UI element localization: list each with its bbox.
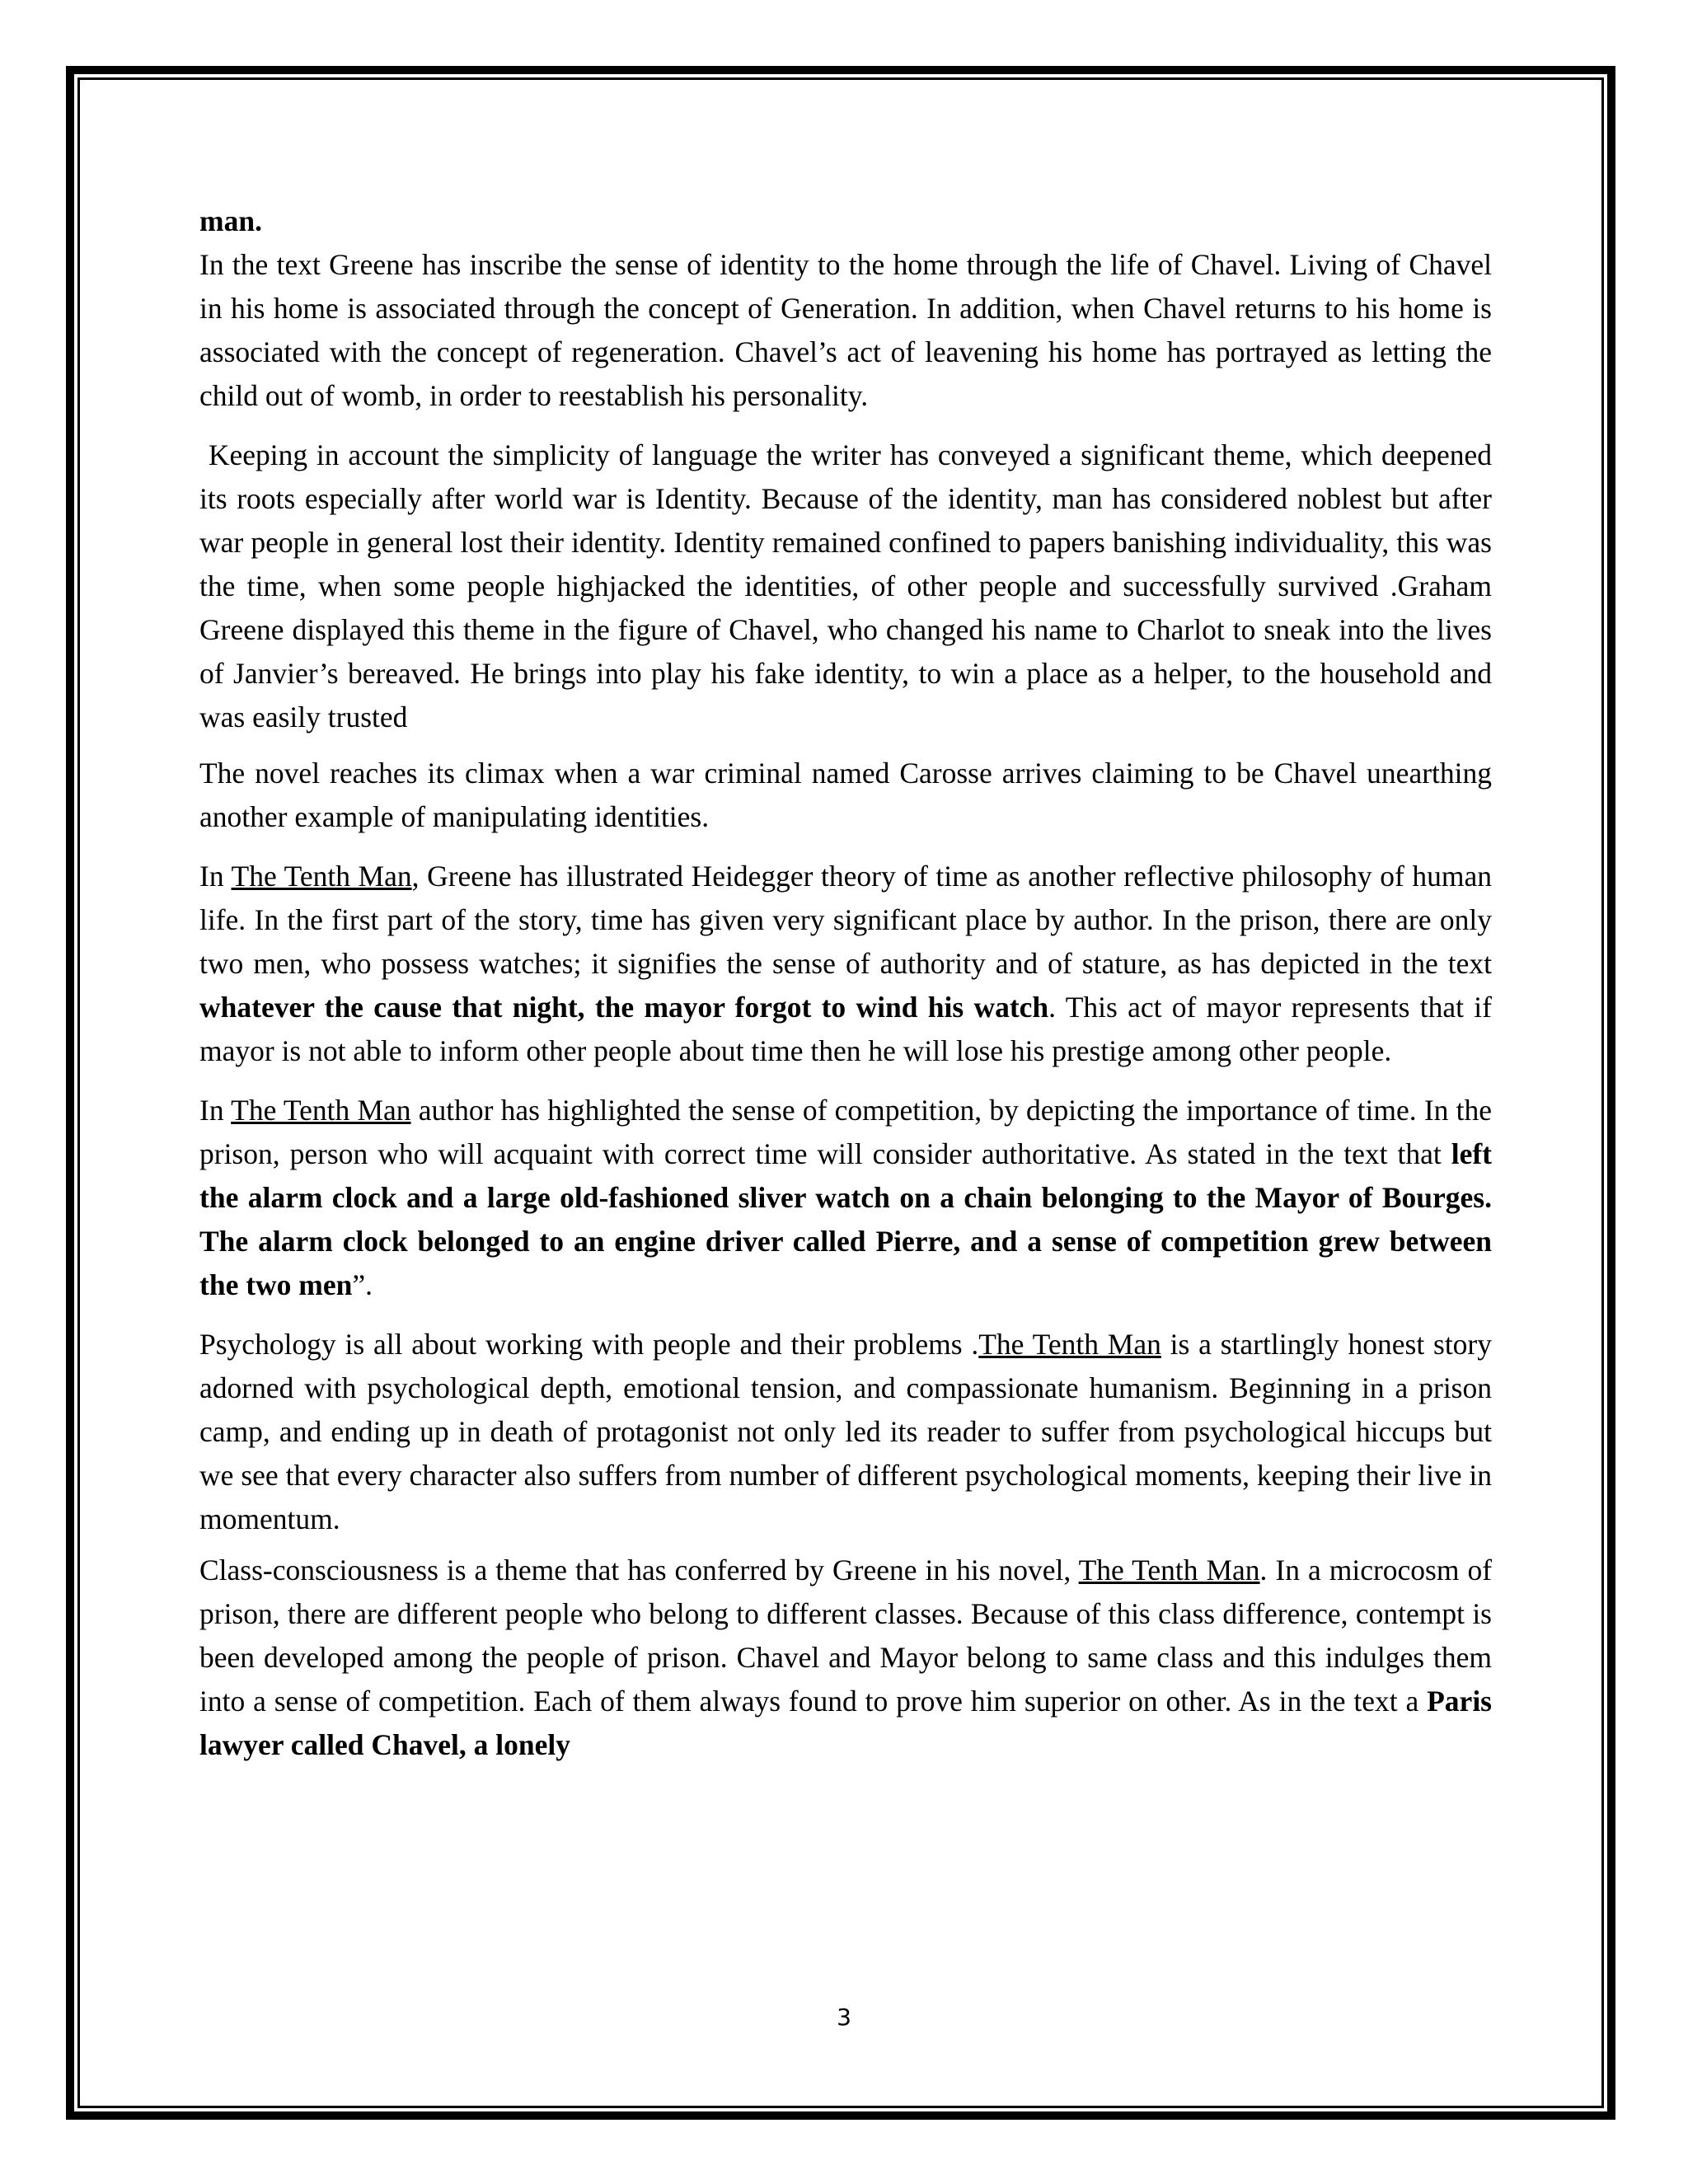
text-segment: . In a microcosm of prison, there are different people who belong to different classes. Because of this class difference, contempt is been developed among the people of prison. Chavel and Mayor belong to same class and this indulges them into a sense of competition. Each of them always found to prove him superior on other. As in the text a [199, 1554, 1493, 1718]
paragraph-competition [199, 1089, 1492, 1307]
text-segment: is a startlingly honest story adorned with psychological depth, emotional tension, and compassionate humanism. Beginning in a prison camp, and ending up in death of protagonist not only led its reader to suffer from psychological hiccups but we see that every character also suffers from number of different psychological moments, keeping their live in momentum. [199, 1328, 1493, 1535]
paragraph-class-consciousness [199, 1549, 1492, 1767]
novel-title: The Tenth Man [231, 1094, 411, 1127]
text-segment: , Greene has illustrated Heidegger theory of time as another reflective philosophy of human life. In the first part of the story, time has given very significant place by author. In the prison, there are only two men, who possess watches; it signifies the sense of authority and of stature, as has depicted in the text [199, 860, 1492, 980]
page-number: 3 [837, 2004, 851, 2031]
text-segment: . This act of mayor represents that if mayor is not able to inform other people about time then he will lose his prestige among other people. [199, 991, 1492, 1067]
text-segment: In [199, 1094, 232, 1127]
paragraph-time-theory [199, 855, 1492, 1073]
paragraph-psychology [199, 1323, 1492, 1541]
paragraph-climax: The novel reaches its climax when a war criminal named Carosse arrives claiming to be Chavel unearthing another example of manipulating identities. [199, 757, 1492, 833]
quoted-text: left the alarm clock and a large old-fashioned sliver watch on a chain belonging to the Mayor of Bourges. The alarm clock belonged to an engine driver called Pierre, and a sense of competition grew between the two men [199, 1137, 1492, 1301]
document-body [199, 199, 1499, 1783]
text-segment: Psychology is all about working with people and their problems . [199, 1328, 979, 1361]
quoted-text: Paris lawyer called Chavel, a lonely [199, 1685, 1492, 1761]
paragraph-identity-theme: Keeping in account the simplicity of language the writer has conveyed a significant theme, which deepened its roots especially after world war is Identity. Because of the identity, man has considered noblest but after war people in general lost their identity. Identity remained confined to papers banishing individuality, this was the time, when some people highjacked the identities, of other people and successfully survived .Graham Greene displayed this theme in the figure of Chavel, who changed his name to Charlot to sneak into the lives of Janvier’s bereaved. He brings into play his fake identity, to win a place as a helper, to the household and was easily trusted [199, 438, 1499, 733]
novel-title: The Tenth Man [231, 860, 412, 893]
novel-title: The Tenth Man [1078, 1554, 1260, 1586]
paragraph-identity-home: In the text Greene has inscribe the sense of identity to the home through the life of Chavel. Living of Chavel in his home is associated through the concept of Generation. In addition, when Chavel returns to his home is associated with the concept of regeneration. Chavel’s act of leavening his home has portrayed as letting the child out of womb, in order to reestablish his personality. [199, 248, 1492, 412]
novel-title: The Tenth Man [978, 1328, 1161, 1361]
quoted-text: whatever the cause that night, the mayor forgot to wind his watch [199, 991, 1049, 1024]
carryover-line [199, 199, 1492, 243]
text-segment: ”. [352, 1268, 373, 1301]
text-segment: author has highlighted the sense of competition, by depicting the importance of time. In the prison, person who will acquaint with correct time will consider authoritative. As stated in the text that [199, 1094, 1492, 1170]
carryover-text: man. [199, 204, 262, 237]
text-segment: Class-consciousness is a theme that has conferred by Greene in his novel, [199, 1554, 1079, 1586]
text-segment: In [199, 860, 232, 893]
